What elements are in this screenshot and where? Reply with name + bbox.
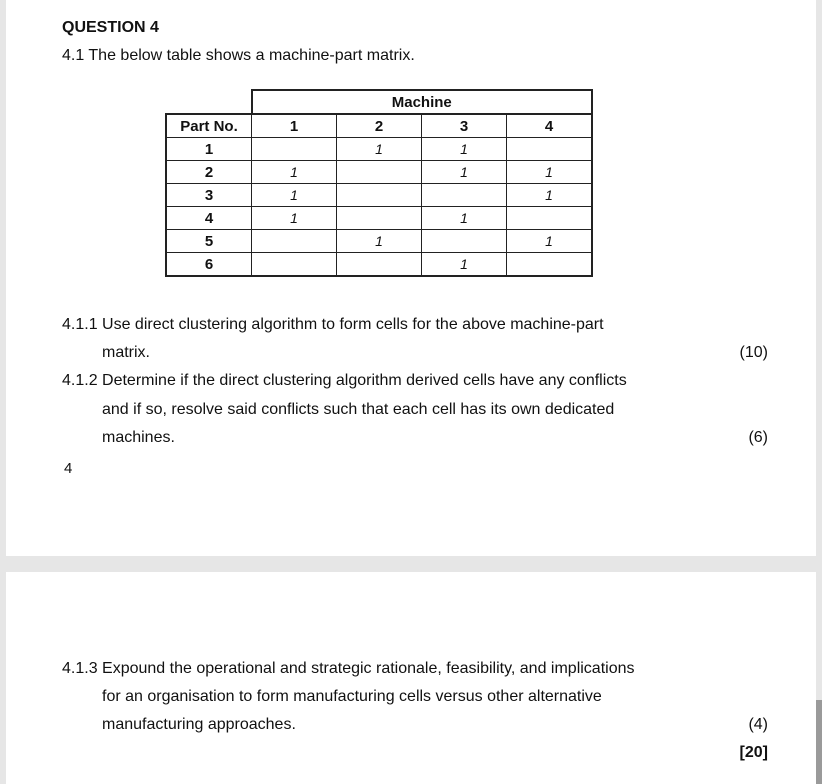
matrix-cell — [252, 230, 337, 253]
machine-column-header: 3 — [422, 114, 507, 138]
table-row — [166, 230, 592, 253]
machine-header: Machine — [252, 90, 593, 114]
machine-column-header: 1 — [252, 114, 337, 138]
part-number-cell: 4 — [166, 207, 252, 230]
q411-line2: matrix. — [102, 344, 150, 361]
matrix-cell — [507, 207, 593, 230]
page-number: 4 — [64, 460, 73, 477]
matrix-cell: 1 — [422, 138, 507, 161]
q412-line2: and if so, resolve said conflicts such that each cell has its own dedicated — [102, 401, 615, 418]
matrix-cell: 1 — [252, 184, 337, 207]
part-number-cell: 1 — [166, 138, 252, 161]
total-marks: [20] — [739, 744, 768, 761]
q412-line1: 4.1.2 Determine if the direct clustering algorithm derived cells have any conflicts — [62, 372, 627, 389]
document-page-1 — [6, 0, 816, 556]
matrix-cell: 1 — [422, 253, 507, 277]
matrix-cell — [337, 161, 422, 184]
q413-line3: manufacturing approaches. — [102, 716, 296, 733]
q411-line1: 4.1.1 Use direct clustering algorithm to form cells for the above machine-part — [62, 316, 604, 333]
matrix-cell: 1 — [507, 230, 593, 253]
matrix-cell: 1 — [337, 138, 422, 161]
part-number-cell: 5 — [166, 230, 252, 253]
q413-marks: (4) — [748, 716, 768, 733]
table-row — [166, 207, 592, 230]
machine-column-header: 2 — [337, 114, 422, 138]
matrix-cell: 1 — [422, 161, 507, 184]
matrix-cell — [422, 184, 507, 207]
scrollbar-edge[interactable] — [816, 700, 822, 784]
matrix-cell — [252, 253, 337, 277]
matrix-cell — [422, 230, 507, 253]
q413-line1: 4.1.3 Expound the operational and strategic rationale, feasibility, and implications — [62, 660, 635, 677]
matrix-cell — [252, 138, 337, 161]
matrix-cell: 1 — [252, 207, 337, 230]
matrix-cell: 1 — [422, 207, 507, 230]
part-no-header: Part No. — [166, 114, 252, 138]
matrix-cell: 1 — [507, 161, 593, 184]
question-title: QUESTION 4 — [62, 19, 159, 36]
matrix-cell: 1 — [252, 161, 337, 184]
q413-line2: for an organisation to form manufacturing cells versus other alternative — [102, 688, 602, 705]
matrix-cell — [337, 253, 422, 277]
matrix-cell — [507, 138, 593, 161]
table-row — [166, 184, 592, 207]
table-row — [166, 253, 592, 277]
question-intro: 4.1 The below table shows a machine-part matrix. — [62, 47, 415, 64]
table-row — [166, 161, 592, 184]
part-number-cell: 3 — [166, 184, 252, 207]
q411-marks: (10) — [739, 344, 768, 361]
machine-part-matrix — [165, 89, 593, 277]
machine-column-header: 4 — [507, 114, 593, 138]
empty-corner-cell — [166, 90, 252, 114]
matrix-cell — [507, 253, 593, 277]
part-number-cell: 6 — [166, 253, 252, 277]
part-number-cell: 2 — [166, 161, 252, 184]
matrix-cell — [337, 184, 422, 207]
matrix-cell: 1 — [337, 230, 422, 253]
q412-marks: (6) — [748, 429, 768, 446]
document-page-2 — [6, 572, 816, 784]
matrix-cell: 1 — [507, 184, 593, 207]
matrix-cell — [337, 207, 422, 230]
table-row — [166, 138, 592, 161]
q412-line3: machines. — [102, 429, 175, 446]
